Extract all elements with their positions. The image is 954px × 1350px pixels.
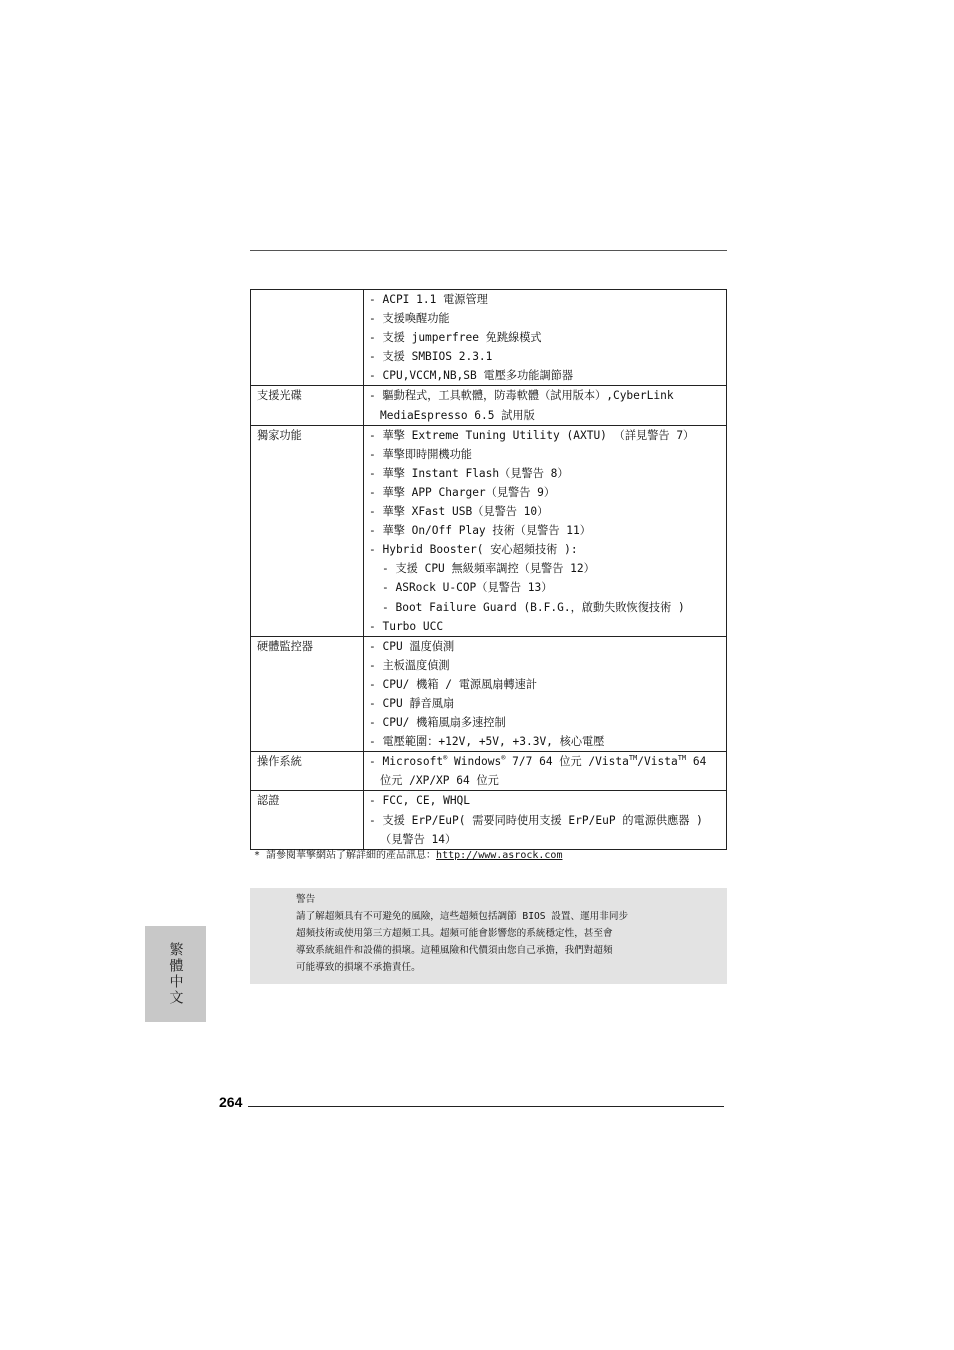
spec-line: - 支援喚醒功能 <box>369 312 450 326</box>
spec-line: - 華擎 APP Charger（見警告 9） <box>369 485 556 499</box>
spec-row <box>251 636 727 752</box>
spec-line <box>369 752 726 771</box>
spec-line: - 電壓範圍：+12V, +5V, +3.3V, 核心電壓 <box>369 735 605 749</box>
spec-line: - 支援 ErP/EuP( 需要同時使用支援 ErP/EuP 的電源供應器 ) <box>369 813 703 827</box>
spec-row <box>251 425 727 636</box>
trademark-mark: TM <box>628 754 638 763</box>
spec-label: 支援光碟 <box>251 386 364 425</box>
spec-line: - 驅動程式，工具軟體，防毒軟體（試用版本）,CyberLink <box>369 389 674 403</box>
spec-line: - 華擎即時開機功能 <box>369 447 472 461</box>
warning-line: 請了解超頻具有不可避免的風險，這些超頻包括調節 BIOS 設置、運用非同步 <box>296 911 629 922</box>
trademark-mark: TM <box>677 754 687 763</box>
spec-row <box>251 386 727 425</box>
spec-line: - 華擎 Instant Flash（見警告 8） <box>369 466 569 480</box>
spec-line: - CPU 溫度偵測 <box>369 639 455 653</box>
spec-label: 硬體監控器 <box>251 636 364 752</box>
spec-line: （見警告 14） <box>380 832 457 846</box>
top-divider <box>250 250 727 251</box>
spec-row <box>251 752 727 791</box>
page-number: 264 <box>219 1094 243 1110</box>
spec-content <box>364 425 727 636</box>
spec-line: - ASRock U-COP（見警告 13） <box>382 581 553 595</box>
spec-label <box>251 290 364 386</box>
spec-line: - Boot Failure Guard (B.F.G.，啟動失敗恢復技術 ) <box>382 600 685 614</box>
spec-label: 操作系統 <box>251 752 364 791</box>
spec-table <box>250 289 727 850</box>
os-text: 7/7 64 位元 /Vista <box>505 755 629 769</box>
spec-content <box>364 290 727 386</box>
footnote <box>254 846 562 861</box>
spec-row <box>251 290 727 386</box>
spec-content <box>364 636 727 752</box>
spec-content <box>364 752 727 791</box>
spec-line: - Turbo UCC <box>369 619 444 633</box>
warning-line: 導致系統組件和設備的損壞。這種風險和代價須由您自己承擔，我們對超頻 <box>296 945 613 956</box>
warning-box <box>250 888 727 984</box>
spec-line: - 主板溫度偵測 <box>369 658 450 672</box>
bottom-divider <box>248 1106 724 1107</box>
spec-line: - 華擎 On/Off Play 技術（見警告 11） <box>369 524 591 538</box>
trademark-mark: ® <box>501 754 506 763</box>
spec-line: - 支援 CPU 無級頻率調控（見警告 12） <box>382 562 595 576</box>
os-text: /Vista <box>637 755 678 769</box>
spec-line: - ACPI 1.1 電源管理 <box>369 293 488 306</box>
warning-title: 警告 <box>296 894 316 905</box>
spec-line: - CPU 靜音風扇 <box>369 696 455 710</box>
spec-row <box>251 791 727 849</box>
spec-line: 位元 /XP/XP 64 位元 <box>380 774 499 788</box>
spec-line: - 支援 SMBIOS 2.3.1 <box>369 350 493 364</box>
spec-line: - 華擎 XFast USB（見警告 10） <box>369 505 549 519</box>
spec-content <box>364 386 727 425</box>
os-text: 64 <box>686 755 707 769</box>
language-side-tab <box>145 926 206 1022</box>
spec-line: - CPU,VCCM,NB,SB 電壓多功能調節器 <box>369 369 574 383</box>
spec-line: - FCC, CE, WHQL <box>369 794 471 808</box>
spec-line: - Hybrid Booster( 安心超頻技術 ): <box>369 543 578 557</box>
spec-line: - CPU/ 機箱風扇多速控制 <box>369 716 506 730</box>
footnote-text: * 請參閱華擎網站了解詳細的產品訊息： <box>254 850 437 861</box>
trademark-mark: ® <box>443 754 448 763</box>
warning-line: 可能導致的損壞不承擔責任。 <box>296 962 421 973</box>
os-text: Windows <box>447 755 502 769</box>
website-link[interactable]: http://www.asrock.com <box>436 850 563 861</box>
spec-line: - 華擎 Extreme Tuning Utility (AXTU) （詳見警告 7） <box>369 428 695 442</box>
os-text: - Microsoft <box>369 755 444 769</box>
language-label: 繁體中文 <box>167 942 184 1006</box>
spec-label: 認證 <box>251 791 364 849</box>
warning-line: 超頻技術或使用第三方超頻工具。超頻可能會影響您的系統穩定性，甚至會 <box>296 928 613 939</box>
spec-line: - 支援 jumperfree 免跳線模式 <box>369 331 542 345</box>
spec-content <box>364 791 727 849</box>
spec-label: 獨家功能 <box>251 425 364 636</box>
spec-line: - CPU/ 機箱 / 電源風扇轉速計 <box>369 677 538 691</box>
spec-line: MediaEspresso 6.5 試用版 <box>380 408 535 422</box>
